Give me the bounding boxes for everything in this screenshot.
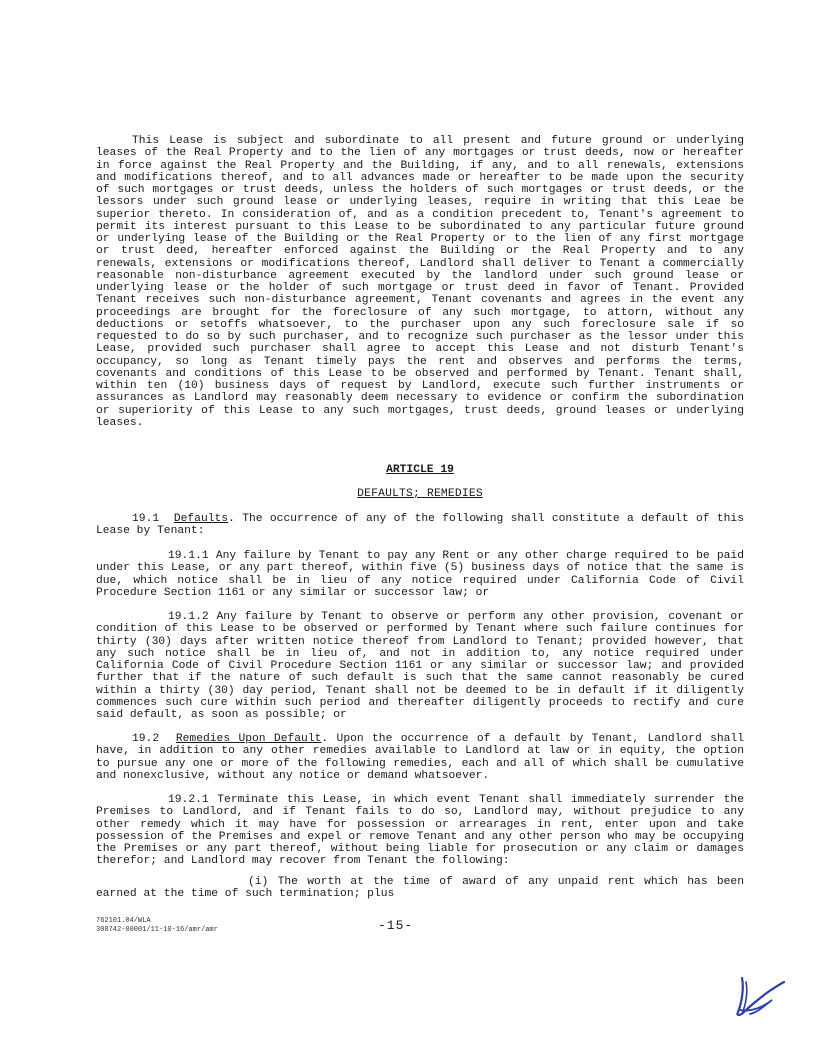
page-number: -15- [378,918,414,933]
section-19-2-1 [96,794,744,868]
body-paragraph: This Lease is subject and subordinate to all present and future ground or underlying leases of the Real Property and to the lien of any mortgages or trust deeds, now or hereafter in force against the Real Property and the Building, if any, and to all renewals, extensions and modifications thereof, and to all advances made or hereafter to be made upon the security of such mortgages or trust deeds, unless the holders of such mortgages or trust deeds, or the lessors under such ground lease or underlying leases, require in writing that this Leae be superior thereto. In consideration of, and as a condition precedent to, Tenant's agreement to permit its interest pursuant to this Lease to be subordinated to any particular future ground or underlying lease of the Building or the Real Property or to the lien of any first mortgage or trust deed, hereafter enforced against the Building or the Real Property and to any renewals, extensions or modifications thereof, Landlord shall deliver to Tenant a commercially reasonable non-disturbance agreement executed by the landlord under such ground lease or underlying lease or the holder of such mortgage or trust deed in favor of Tenant. Provided Tenant receives such non-disturbance agreement, Tenant covenants and agrees in the event any proceedings are brought for the foreclosure of any such mortgage, to attorn, without any deductions or setoffs whatsoever, to the purchaser upon any such foreclosure sale if so requested to do so by such purchaser, and to recognize such purchaser as the lessor under this Lease, provided such purchaser shall agree to accept this Lease and not disturb Tenant's occupancy, so long as Tenant timely pays the rent and observes and performs the terms, covenants and conditions of this Lease to be observed and performed by Tenant. Tenant shall, within ten (10) business days of request by Landlord, execute such further instruments or assurances as Landlord may reasonably deem necessary to evidence or confirm the subordination or superiority of this Lease to any such mortgages, trust deeds, ground leases or underlying leases. [96,135,744,429]
section-19-2-1-i-text: (i) The worth at the time of award of any unpaid rent which has been earned at the time of such termination; plus [96,876,744,901]
article-title: ARTICLE 19 [386,464,454,476]
section-heading-remedies: Remedies Upon Default [175,733,322,745]
section-19-2-1-text: 19.2.1 Terminate this Lease, in which event Tenant shall immediately surrender the Premises to Landlord, and if Tenant fails to do so, Landlord may, without prejudice to any other remedy which it may have for possession or arrearages in rent, enter upon and take possession of the Premises and expel or remove Tenant and any other person who may be occupying the Premises or any part thereof, without being liable for prosecution or any claim or damages therefor; and Landlord may recover from Tenant the following: [96,794,744,868]
initials-signature-icon [728,968,788,1020]
article-subtitle: DEFAULTS; REMEDIES [357,488,483,500]
section-number: 19.1 [132,513,160,525]
section-19-2 [96,733,744,782]
footer-ref-line2: 308742-00001/11-10-16/amr/amr [96,925,218,934]
section-number: 19.2 [132,733,160,745]
section-19-2-1-i [96,876,744,901]
subordination-paragraph [96,135,744,429]
section-19-1-1-text: 19.1.1 Any failure by Tenant to pay any Rent or any other charge required to be paid under this Lease, or any part thereof, within five (5) business days of notice that the same is due, which notice shall be in lieu of any notice required under California Code of Civil Procedure Section 1161 or any similar or successor law; or [96,550,744,599]
section-19-1-1 [96,550,744,599]
section-19-1 [96,513,744,538]
section-text: . The occurrence of any of the following shall constitute a default of this Lease by Tenant: [96,513,744,538]
section-19-1-2 [96,611,744,721]
section-19-1-2-text: 19.1.2 Any failure by Tenant to observe or perform any other provision, covenant or condition of this Lease to be observed or performed by Tenant where such failure continues for thirty (30) days after written notice thereof from Landlord to Tenant; provided however, that any such notice shall be in lieu of, and not in addition to, any notice required under California Code of Civil Procedure Section 1161 or any similar or successor law; and provided further that if the nature of such default is such that the same cannot reasonably be cured within a thirty (30) day period, Tenant shall not be deemed to be in default if it diligently commences such cure within such period and thereafter diligently proceeds to rectify and cure said default, as soon as possible; or [96,611,744,721]
footer-reference [96,917,218,934]
section-heading-defaults: Defaults [173,513,229,525]
footer-ref-line1: 762101.04/WLA [96,917,151,925]
section-text: . Upon the occurrence of a default by Tenant, Landlord shall have, in addition to any other remedies available to Landlord at law or in equity, the option to pursue any one or more of the following remedies, each and all of which shall be cumulative and nonexclusive, without any notice or demand whatsoever. [96,733,744,782]
